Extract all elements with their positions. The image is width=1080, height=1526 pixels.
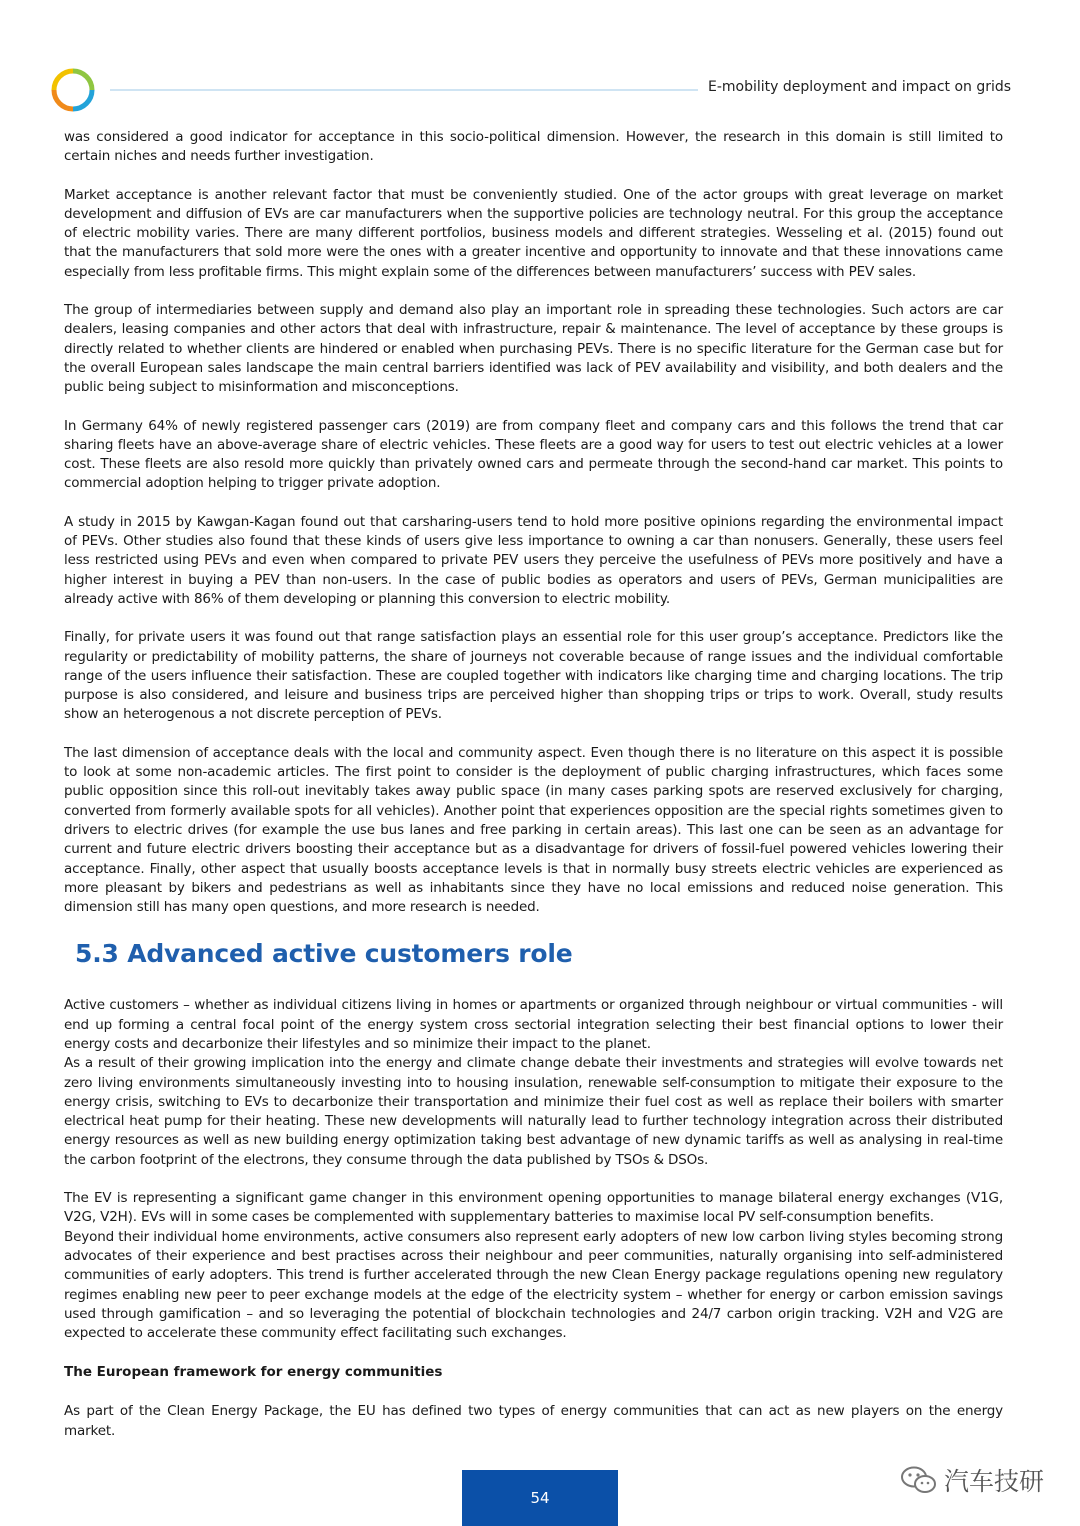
paragraph: Market acceptance is another relevant factor that must be conveniently studied. One of the actor groups with great leverage on market development and diffusion of EVs are car manufacturers when the supportive policies are technology neutral. For this group the acceptance of electric mobility varies. There are many different portfolios, business models and different strategies. Wesseling et al. (2015) found out that the manufacturers that sold more were the ones with a greater incentive and opportunity to innovate and that these innovations came especially from less profitable firms. This might explain some of the differences between manufacturers’ success with PEV sales. xyxy=(64,186,1003,280)
paragraph: was considered a good indicator for acceptance in this socio-political dimension. However, the research in this domain is still limited to certain niches and needs further investigation. xyxy=(64,129,1003,165)
paragraph: The group of intermediaries between supply and demand also play an important role in spreading these technologies. Such actors are car dealers, leasing companies and other actors that deal with infrastructure, repair & maintenance. The level of acceptance by these groups is directly related to whether clients are hindered or enabled when purchasing PEVs. There is no specific literature for the German case but for the overall European sales landscape the main central barriers identified was lack of PEV availability and visibility, and both dealers and the public being subject to misinformation and misconceptions. xyxy=(64,302,1003,396)
paragraph: Active customers – whether as individual citizens living in homes or apartments or organized through neighbour or virtual communities - will end up forming a central focal point of the energy system cross sectorial integration selecting their best financial options to lower their energy costs and decarbonize their lifestyles and so minimize their impact to the planet. xyxy=(64,997,1003,1052)
paragraph: In Germany 64% of newly registered passenger cars (2019) are from company fleet and company cars and this follows the trend that car sharing fleets have an above-average share of electric vehicles. These fleets are a good way for users to test out electric vehicles at a lower cost. These fleets are also resold more quickly than privately owned cars and permeate through the second-hand car market. This points to commercial adoption helping to trigger private adoption. xyxy=(64,417,1003,492)
paragraph: Beyond their individual home environments, active consumers also represent early adopters of new low carbon living styles becoming strong advocates of their experience and best practises across their neighbour and peer communities, naturally organising into self-administered communities of early adopters. This trend is further accelerated through the new Clean Energy package regulations opening new regulatory regimes enabling new peer to peer exchange models at the edge of the electricity system – whether for energy or carbon emission savings used through gamification – and so leveraging the potential of blockchain technologies and 24/7 carbon origin tracking. V2H and V2G are expected to accelerate these community effect facilitating such exchanges. xyxy=(64,1228,1003,1342)
paragraph: Finally, for private users it was found out that range satisfaction plays an essential role for this user group’s acceptance. Predictors like the regularity or predictability of mobility patterns, the share of journeys not coverable because of range issues and the individual comfortable range of the users influence their satisfaction. These are coupled together with indicators like charging time and charging locations. The trip purpose is also considered, and leisure and business trips are perceived higher than shopping trips or trips to work. Overall, study results show an heterogenous a not discrete perception of PEVs. xyxy=(64,629,1003,723)
page-body xyxy=(64,128,1003,1441)
header-divider xyxy=(110,89,698,91)
subheading: The European framework for energy communities xyxy=(64,1364,443,1381)
paragraph: As a result of their growing implication into the energy and climate change debate their investments and strategies will evolve towards net zero living environments simultaneously investing into to housing insulation, renewable self-consumption to mitigate their exposure to the energy crisis, switching to EVs to decarbonize their transportation and minimize their fuel cost as well as replace their boilers with smarter electrical heat pump for their heating. These new developments will naturally lead to further technology integration across their distributed energy resources as well as new building energy optimization taking best advantage of new dynamic tariffs as well as analysing in real-time the carbon footprint of the electrons, they consume through the data published by TSOs & DSOs. xyxy=(64,1055,1003,1168)
page-number: 54 xyxy=(530,1489,550,1507)
watermark-text: 汽车技研 xyxy=(944,1467,1045,1496)
paragraph: As part of the Clean Energy Package, the EU has defined two types of energy communities that can act as new players on the energy market. xyxy=(64,1403,1003,1439)
page-number-box xyxy=(462,1470,618,1526)
paragraph: A study in 2015 by Kawgan-Kagan found out that carsharing-users tend to hold more positive opinions regarding the environmental impact of PEVs. Other studies also found that these kinds of users give less importance to owning a car than nonusers. Generally, these users feel less restricted using PEVs and even when compared to private PEV users they perceive the usefulness of PEVs more positively and have a higher interest in buying a PEV than non-users. In the case of public bodies as operators and users of PEVs, German municipalities are already active with 86% of them developing or planning this conversion to electric mobility. xyxy=(64,513,1003,607)
paragraph: The EV is representing a significant game changer in this environment opening opportunities to manage bilateral energy exchanges (V1G, V2G, V2H). EVs will in some cases be complemented with supplementary batteries to maximise local PV self-consumption benefits. xyxy=(64,1190,1003,1226)
running-header-title: E-mobility deployment and impact on grids xyxy=(708,79,1012,95)
wechat-icon xyxy=(900,1465,938,1495)
section-heading: 5.3 Advanced active customers role xyxy=(75,939,573,969)
report-logo xyxy=(50,67,96,113)
paragraph: The last dimension of acceptance deals with the local and community aspect. Even though there is no literature on this aspect it is possible to look at some non-academic articles. The first point to consider is the deployment of public charging infrastructures, which faces some public opposition since this roll-out inevitably takes away public space (in many cases parking spots are reserved exclusively for charging, converted from formerly available spots for all vehicles). Another point that experiences opposition are the special rights sometimes given to drivers to electric drives (for example the use bus lanes and free parking in certain areas). This last one can be seen as an advantage for current and future electric drivers boosting their acceptance but as a disadvantage for drivers of fossil-fuel powered vehicles lowering their acceptance. Finally, other aspect that usually boosts acceptance levels is that in normally busy streets electric vehicles are experienced as more pleasant by bikers and pedestrians as well as inhabitants since they have no local emissions and reduced noise generation. This dimension still has many open questions, and more research is needed. xyxy=(64,744,1003,916)
watermark xyxy=(900,1462,1044,1498)
